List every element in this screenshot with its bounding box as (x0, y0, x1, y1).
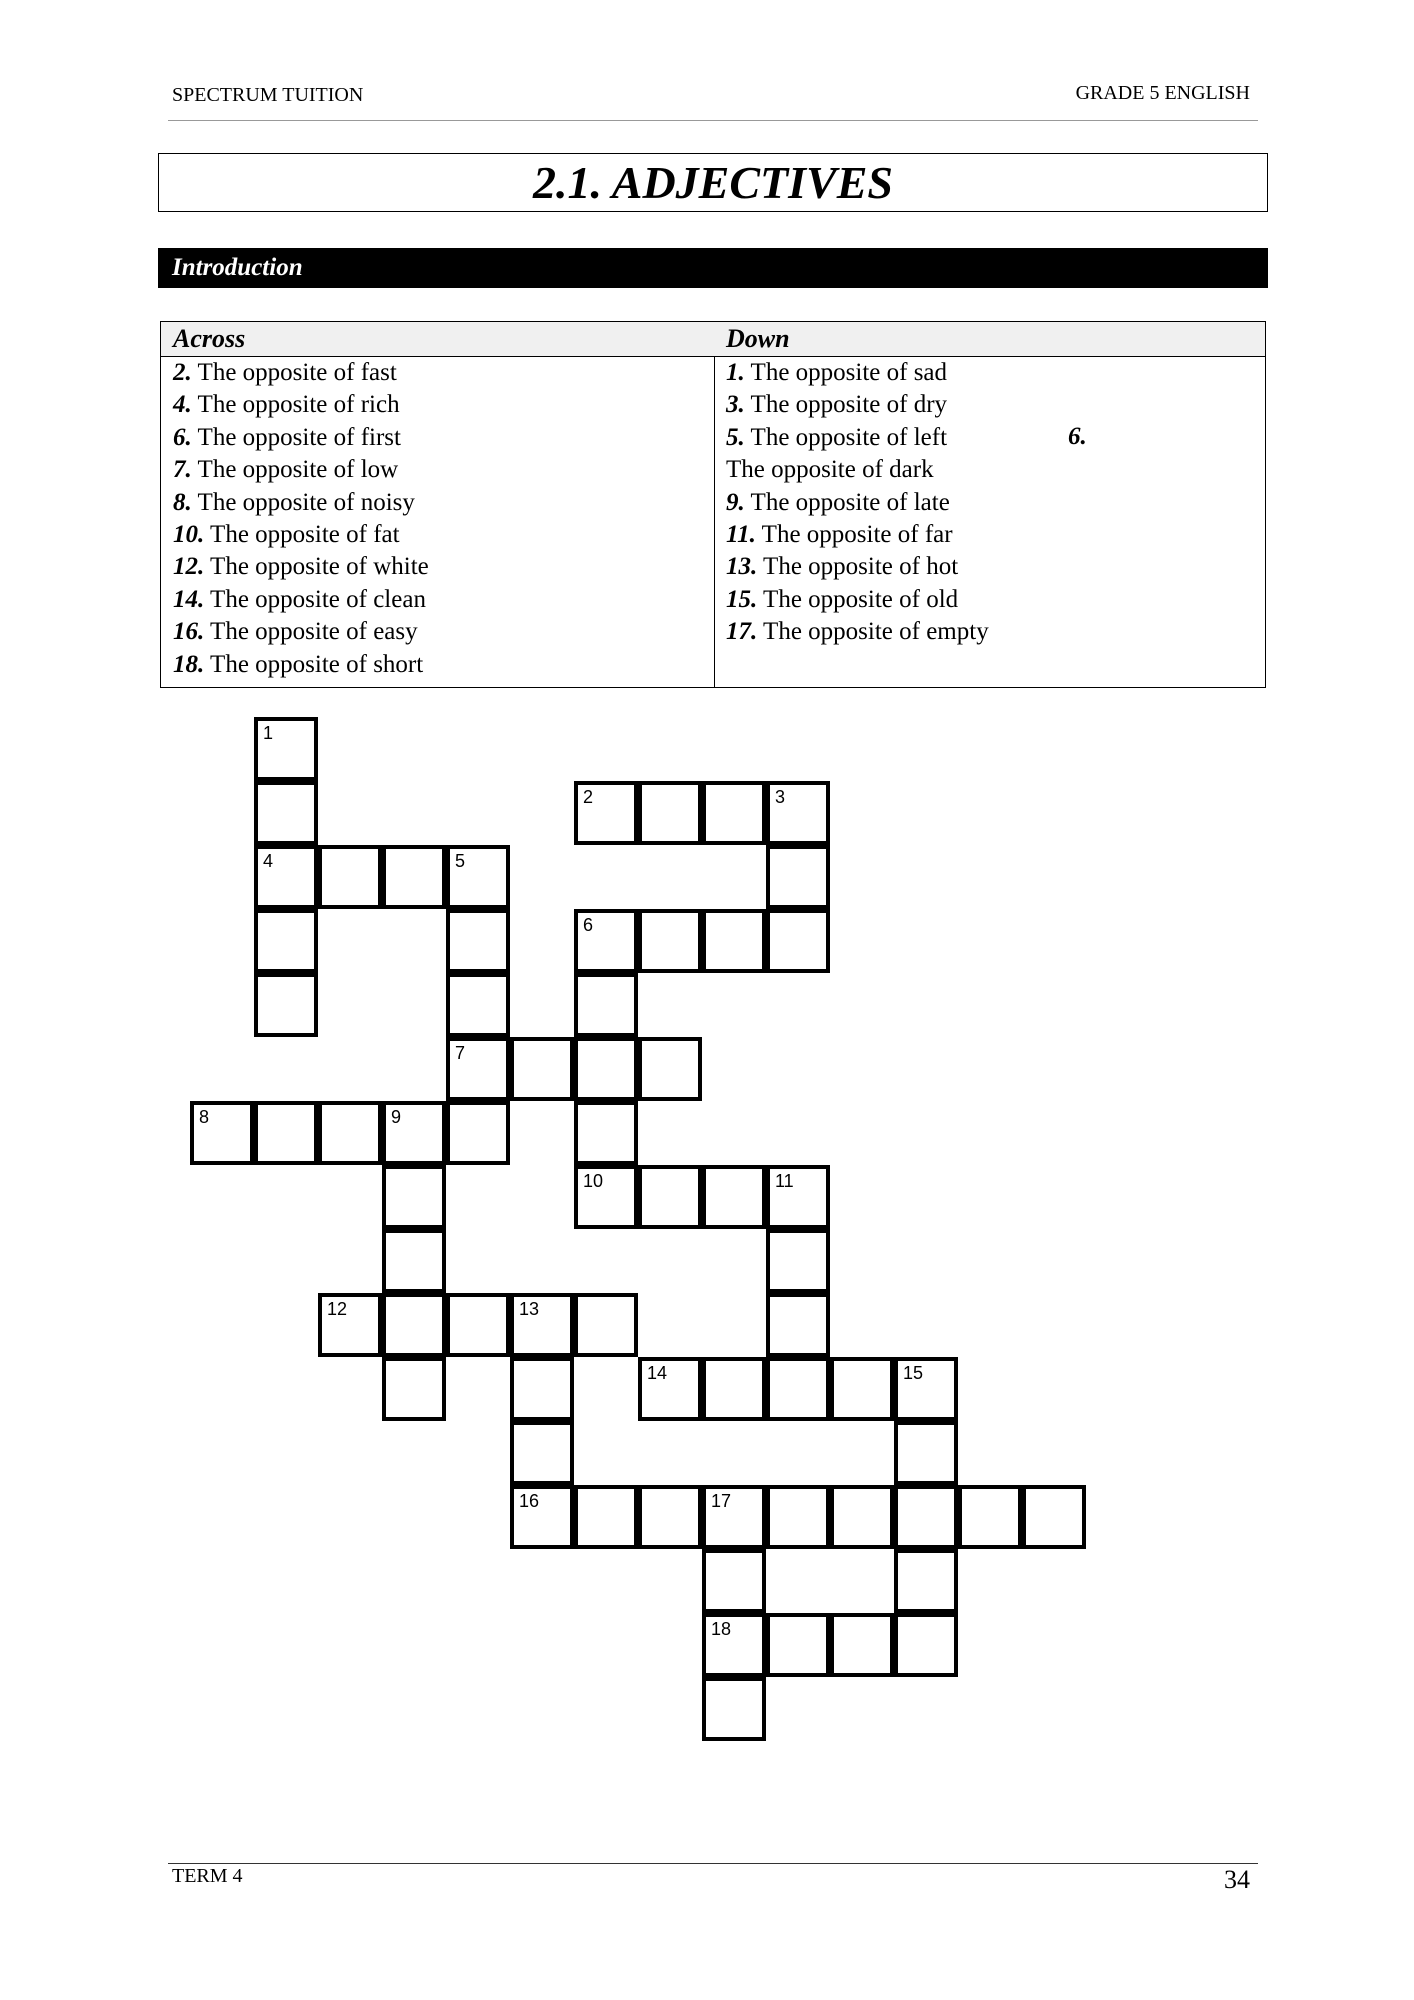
crossword-cell[interactable] (446, 1293, 510, 1357)
cell-number: 14 (647, 1363, 668, 1383)
footer-rule (168, 1863, 1258, 1864)
across-heading: Across (161, 322, 714, 357)
crossword-cell[interactable] (574, 973, 638, 1037)
clue-text: The opposite of left (744, 423, 948, 451)
clue-number: 5. (726, 423, 745, 451)
crossword-cell[interactable] (574, 909, 638, 973)
crossword-cell[interactable] (766, 1485, 830, 1549)
crossword-cell[interactable] (254, 781, 318, 845)
crossword-cell[interactable] (382, 1165, 446, 1229)
crossword-cell[interactable] (894, 1549, 958, 1613)
cell-number: 1 (263, 723, 274, 743)
crossword-cell[interactable] (702, 1613, 766, 1677)
crossword-cell[interactable] (1022, 1485, 1086, 1549)
across-clue (173, 649, 714, 681)
crossword-cell[interactable] (574, 781, 638, 845)
page-title-box (158, 153, 1268, 212)
down-clue (1056, 421, 1087, 453)
page-number: 34 (1224, 1865, 1250, 1894)
clue-number: 16. (173, 618, 205, 646)
clue-number: 14. (173, 585, 205, 613)
down-clue (726, 584, 1265, 616)
crossword-cell[interactable] (702, 1549, 766, 1613)
across-clue (173, 584, 714, 616)
crossword-cell[interactable] (446, 845, 510, 909)
cell-number: 10 (583, 1171, 604, 1191)
cell-number: 4 (263, 851, 274, 871)
clue-text: The opposite of old (757, 585, 959, 613)
crossword-cell[interactable] (574, 1101, 638, 1165)
clue-text: The opposite of low (191, 456, 399, 484)
crossword-cell[interactable] (382, 1101, 446, 1165)
clue-text: The opposite of easy (204, 618, 418, 646)
crossword-cell[interactable] (638, 909, 702, 973)
clue-text: The opposite of hot (757, 553, 959, 581)
page-title: 2.1. ADJECTIVES (532, 157, 893, 208)
crossword-cell[interactable] (830, 1485, 894, 1549)
crossword-cell[interactable] (382, 1229, 446, 1293)
clue-text: The opposite of fat (204, 521, 400, 549)
crossword-cell[interactable] (382, 845, 446, 909)
down-clue-list (714, 357, 1265, 649)
crossword-cell[interactable] (702, 1677, 766, 1741)
down-clue (726, 389, 1265, 421)
cell-number: 11 (775, 1171, 794, 1191)
crossword-cell[interactable] (894, 1421, 958, 1485)
crossword-cell[interactable] (254, 909, 318, 973)
section-heading: Introduction (158, 248, 1268, 288)
crossword-cell[interactable] (190, 1101, 254, 1165)
crossword-cell[interactable] (702, 1485, 766, 1549)
clue-number: 11. (726, 521, 756, 549)
cell-number: 18 (711, 1619, 732, 1639)
across-clue (173, 454, 714, 486)
clue-table (160, 321, 1266, 688)
footer-term: TERM 4 (172, 1865, 243, 1887)
across-clue-list (161, 357, 714, 681)
crossword-cell[interactable] (766, 1165, 830, 1229)
across-column (161, 322, 715, 687)
crossword-cell[interactable] (894, 1357, 958, 1421)
crossword-cell[interactable] (702, 1357, 766, 1421)
clue-number: 1. (726, 359, 745, 386)
across-clue (173, 616, 714, 648)
down-column (714, 322, 1265, 687)
crossword-cell[interactable] (638, 1485, 702, 1549)
crossword-cell[interactable] (830, 1613, 894, 1677)
crossword-cell[interactable] (446, 1037, 510, 1101)
crossword-cell[interactable] (254, 845, 318, 909)
crossword-cell[interactable] (766, 1293, 830, 1357)
clue-text: The opposite of late (744, 488, 950, 516)
clue-text: The opposite of first (191, 423, 401, 451)
clue-text: The opposite of far (755, 521, 953, 549)
clue-number: 15. (726, 585, 758, 613)
down-clue (726, 551, 1265, 583)
across-clue (173, 551, 714, 583)
crossword-cell[interactable] (318, 1101, 382, 1165)
clue-number: 3. (726, 391, 745, 419)
cell-number: 3 (775, 787, 786, 807)
crossword-cell[interactable] (830, 1357, 894, 1421)
crossword-cell[interactable] (254, 1101, 318, 1165)
cell-number: 17 (711, 1491, 732, 1511)
crossword-cell[interactable] (766, 1357, 830, 1421)
across-clue (173, 389, 714, 421)
header-rule (168, 120, 1258, 121)
crossword-cell[interactable] (638, 1165, 702, 1229)
crossword-cell[interactable] (446, 1101, 510, 1165)
crossword-cell[interactable] (446, 973, 510, 1037)
crossword-cell[interactable] (894, 1485, 958, 1549)
clue-text: The opposite of sad (744, 359, 948, 386)
across-clue (173, 519, 714, 551)
crossword-cell[interactable] (382, 1293, 446, 1357)
crossword-cell[interactable] (958, 1485, 1022, 1549)
crossword-cell[interactable] (318, 1293, 382, 1357)
across-clue (173, 357, 714, 389)
crossword-cell[interactable] (574, 1165, 638, 1229)
clue-number: 18. (173, 650, 205, 678)
clue-text: The opposite of rich (191, 391, 400, 419)
cell-number: 2 (583, 787, 594, 807)
clue-number: 7. (173, 456, 192, 484)
down-clue (726, 357, 1265, 389)
crossword-cell[interactable] (446, 909, 510, 973)
crossword-cell[interactable] (638, 781, 702, 845)
crossword-cell[interactable] (766, 1613, 830, 1677)
across-clue (173, 422, 714, 454)
crossword-cell[interactable] (638, 1037, 702, 1101)
clue-text: The opposite of dry (744, 391, 948, 419)
crossword-cell[interactable] (702, 781, 766, 845)
clue-number: 6. (173, 423, 192, 451)
clue-number: 13. (726, 553, 758, 581)
crossword-cell[interactable] (766, 909, 830, 973)
crossword-cell[interactable] (638, 1357, 702, 1421)
crossword-cell[interactable] (766, 1229, 830, 1293)
crossword-cell[interactable] (574, 1037, 638, 1101)
clue-text: The opposite of white (204, 553, 429, 581)
cell-number: 6 (583, 915, 594, 935)
down-clue (726, 422, 1265, 454)
clue-text: The opposite of dark (726, 456, 934, 484)
cell-number: 13 (519, 1299, 540, 1319)
clue-text: The opposite of fast (191, 359, 397, 386)
clue-number: 4. (173, 391, 192, 419)
crossword-cell[interactable] (574, 1485, 638, 1549)
crossword-cell[interactable] (510, 1293, 574, 1357)
down-clue (726, 487, 1265, 519)
cell-number: 9 (391, 1107, 402, 1127)
crossword-cell[interactable] (382, 1357, 446, 1421)
crossword-cell[interactable] (894, 1613, 958, 1677)
crossword-cell[interactable] (702, 909, 766, 973)
clue-number: 2. (173, 359, 192, 386)
clue-number: 6. (1068, 422, 1087, 450)
header-school-name: SPECTRUM TUITION (172, 84, 364, 106)
crossword-cell[interactable] (318, 845, 382, 909)
crossword-cell[interactable] (766, 781, 830, 845)
down-clue (726, 519, 1265, 551)
clue-text: The opposite of short (204, 650, 424, 678)
clue-number: 10. (173, 521, 205, 549)
crossword-cell[interactable] (510, 1037, 574, 1101)
crossword-cell[interactable] (702, 1165, 766, 1229)
cell-number: 7 (455, 1043, 466, 1063)
clue-number: 9. (726, 488, 745, 516)
clue-text: The opposite of clean (204, 585, 426, 613)
header-grade-subject: GRADE 5 ENGLISH (1075, 82, 1250, 104)
down-clue (726, 616, 1265, 648)
clue-text: The opposite of noisy (191, 488, 415, 516)
crossword-cell[interactable] (510, 1357, 574, 1421)
crossword-cell[interactable] (254, 717, 318, 781)
crossword-cell[interactable] (254, 973, 318, 1037)
clue-number: 17. (726, 618, 758, 646)
crossword-cell[interactable] (766, 845, 830, 909)
down-heading: Down (714, 322, 1265, 357)
crossword-cell[interactable] (574, 1293, 638, 1357)
cell-number: 16 (519, 1491, 540, 1511)
cell-number: 8 (199, 1107, 210, 1127)
clue-number: 8. (173, 488, 192, 516)
crossword-cell[interactable] (510, 1421, 574, 1485)
crossword-cell[interactable] (510, 1485, 574, 1549)
down-clue (726, 454, 1265, 486)
clue-text: The opposite of empty (757, 618, 989, 646)
clue-number: 12. (173, 553, 205, 581)
cell-number: 12 (327, 1299, 348, 1319)
cell-number: 15 (903, 1363, 924, 1383)
cell-number: 5 (455, 851, 466, 871)
across-clue (173, 487, 714, 519)
